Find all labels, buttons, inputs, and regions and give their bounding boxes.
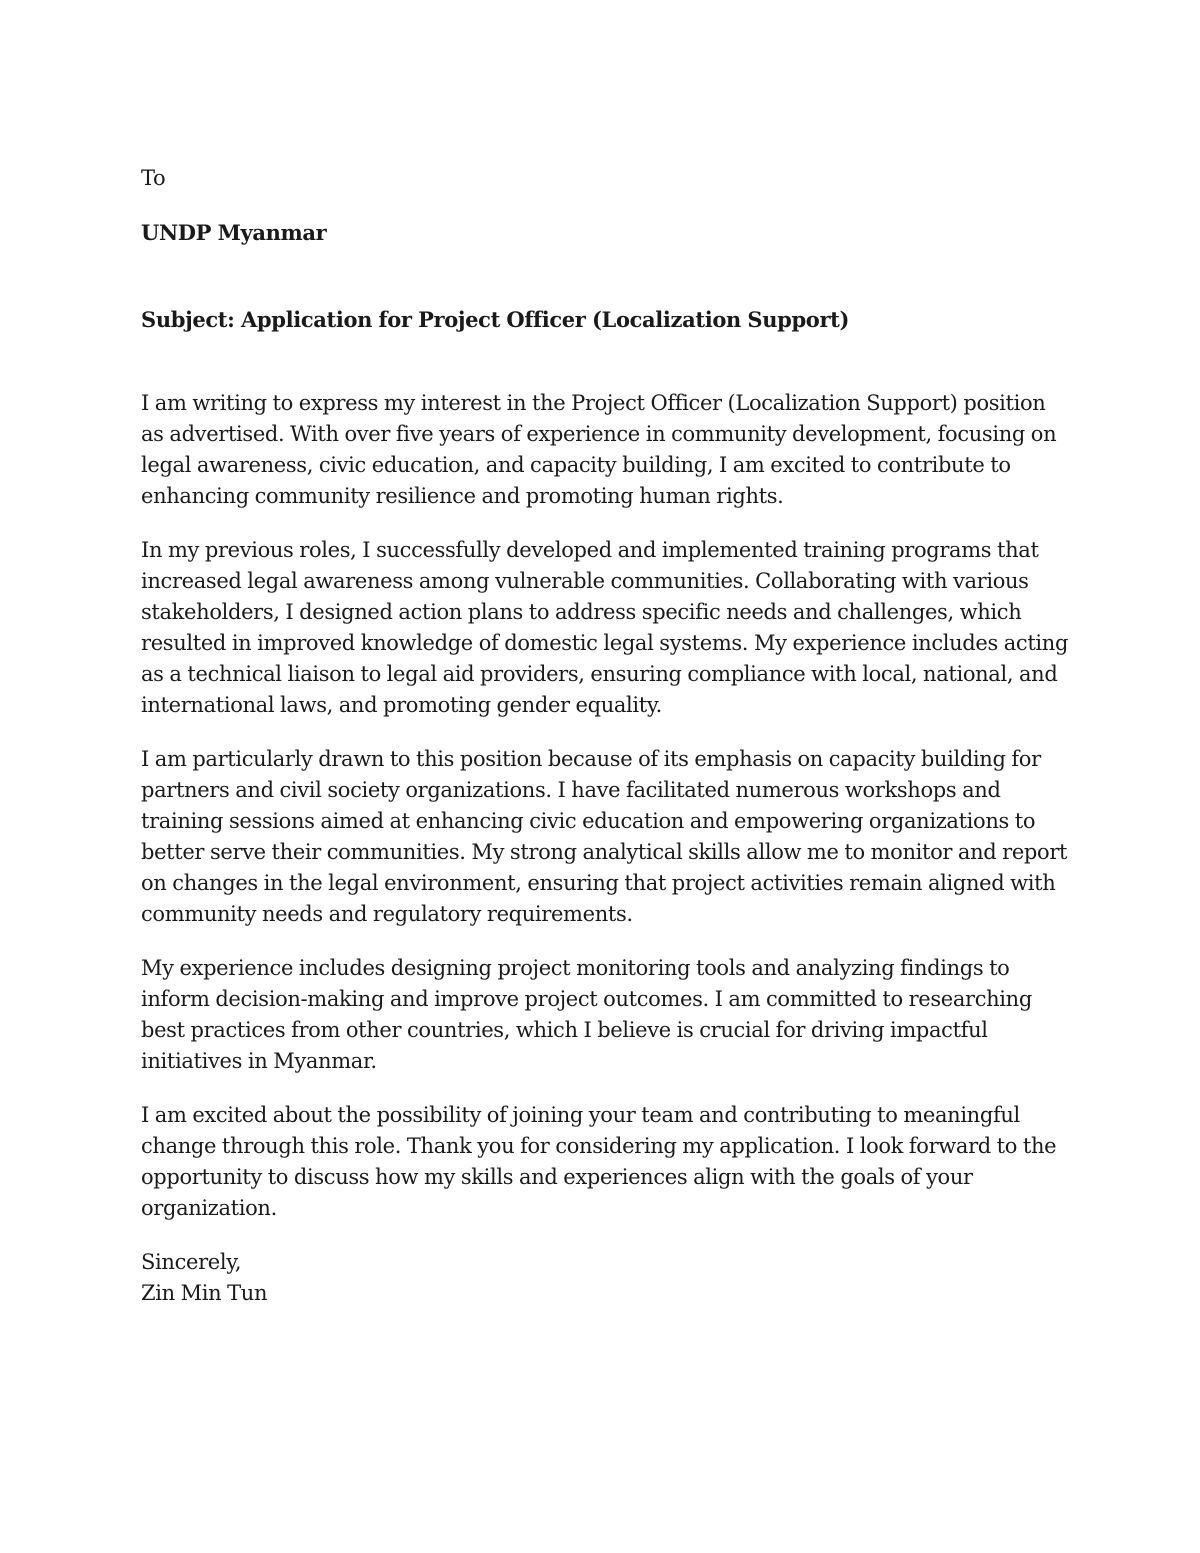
body-paragraph-1: I am writing to express my interest in the Project Officer (Localization Support) position as advertised. With over five years of experience in community development, focusing on legal awareness, civic education, and capacity building, I am excited to contribute to enhancing community resilience and promoting human rights. xyxy=(141,391,1057,508)
body-paragraph-2: In my previous roles, I successfully developed and implemented training programs that increased legal awareness among vulnerable communities. Collaborating with various stakeholders, I designed action plans to address specific needs and challenges, which resulted in improved knowledge of domestic legal systems. My experience includes acting as a technical liaison to legal aid providers, ensuring compliance with local, national, and international laws, and promoting gender equality. xyxy=(141,538,1069,717)
body-paragraph-5: I am excited about the possibility of joining your team and contributing to meaningful change through this role. Thank you for considering my application. I look forward to the opportunity to discuss how my skills and experiences align with the goals of your organization. xyxy=(141,1103,1057,1220)
subject-line: Subject: Application for Project Officer (Localization Support) xyxy=(141,307,850,332)
closing-line: Sincerely, xyxy=(141,1250,242,1274)
salutation-to: To xyxy=(141,166,166,190)
body-paragraph-4: My experience includes designing project monitoring tools and analyzing findings to inform decision-making and improve project outcomes. I am committed to researching best practices from other countries, which I believe is crucial for driving impactful initiatives in Myanmar. xyxy=(141,956,1032,1073)
signature-name: Zin Min Tun xyxy=(141,1281,268,1305)
cover-letter xyxy=(141,163,1071,1309)
recipient-name: UNDP Myanmar xyxy=(141,220,327,245)
body-paragraph-3: I am particularly drawn to this position because of its emphasis on capacity building for partners and civil society organizations. I have facilitated numerous workshops and training sessions aimed at enhancing civic education and empowering organizations to better serve their communities. My strong analytical skills allow me to monitor and report on changes in the legal environment, ensuring that project activities remain aligned with community needs and regulatory requirements. xyxy=(141,747,1068,926)
